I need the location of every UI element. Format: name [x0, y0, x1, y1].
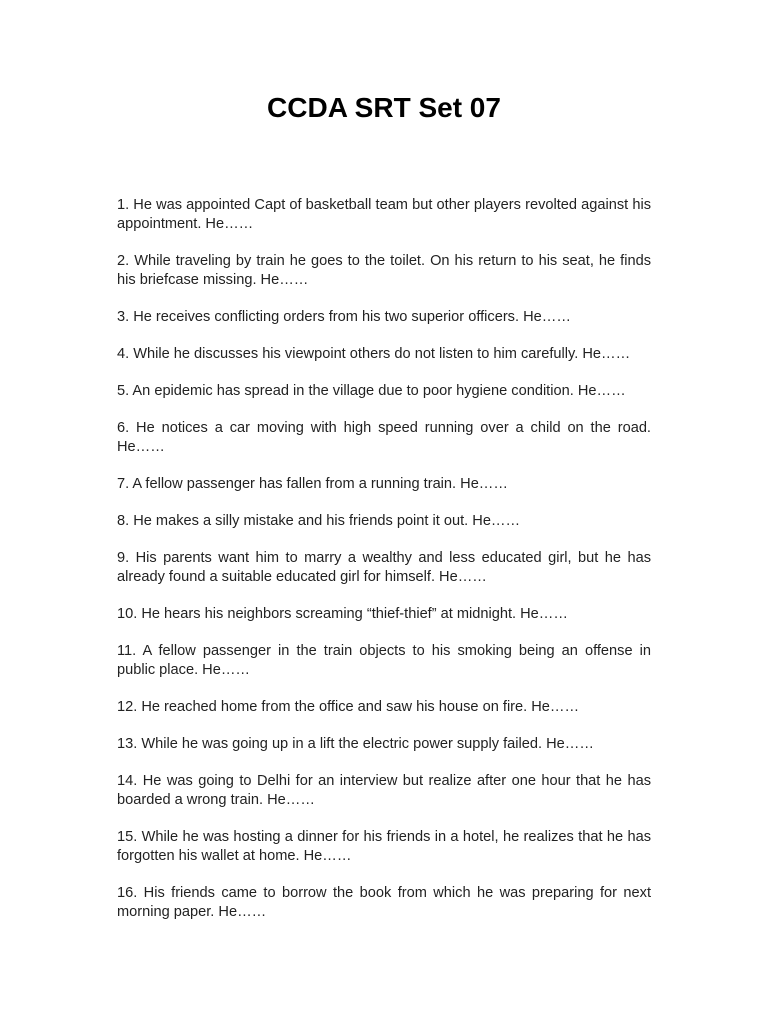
question-item: 12. He reached home from the office and saw his house on fire. He…… [117, 699, 580, 715]
question-list [117, 196, 651, 940]
question-item: 15. While he was hosting a dinner for his friends in a hotel, he realizes that he has forgotten his wallet at home. He…… [117, 829, 651, 864]
question-item: 13. While he was going up in a lift the electric power supply failed. He…… [117, 736, 594, 752]
question-item: 11. A fellow passenger in the train objects to his smoking being an offense in public place. He…… [117, 643, 651, 678]
question-item: 10. He hears his neighbors screaming “thief-thief” at midnight. He…… [117, 606, 568, 622]
question-item: 7. A fellow passenger has fallen from a running train. He…… [117, 476, 508, 492]
question-item: 3. He receives conflicting orders from his two superior officers. He…… [117, 309, 571, 325]
question-item: 2. While traveling by train he goes to the toilet. On his return to his seat, he finds his briefcase missing. He…… [117, 253, 651, 288]
question-item: 4. While he discusses his viewpoint others do not listen to him carefully. He…… [117, 346, 631, 362]
question-item: 6. He notices a car moving with high speed running over a child on the road. He…… [117, 420, 651, 455]
question-item: 16. His friends came to borrow the book from which he was preparing for next morning paper. He…… [117, 885, 651, 920]
question-item: 5. An epidemic has spread in the village due to poor hygiene condition. He…… [117, 383, 626, 399]
question-item: 14. He was going to Delhi for an interview but realize after one hour that he has boarded a wrong train. He…… [117, 773, 651, 808]
question-item: 1. He was appointed Capt of basketball team but other players revolted against his appointment. He…… [117, 197, 651, 232]
question-item: 9. His parents want him to marry a wealthy and less educated girl, but he has already found a suitable educated girl for himself. He…… [117, 550, 651, 585]
page-title: CCDA SRT Set 07 [267, 92, 501, 123]
question-item: 8. He makes a silly mistake and his friends point it out. He…… [117, 513, 521, 529]
